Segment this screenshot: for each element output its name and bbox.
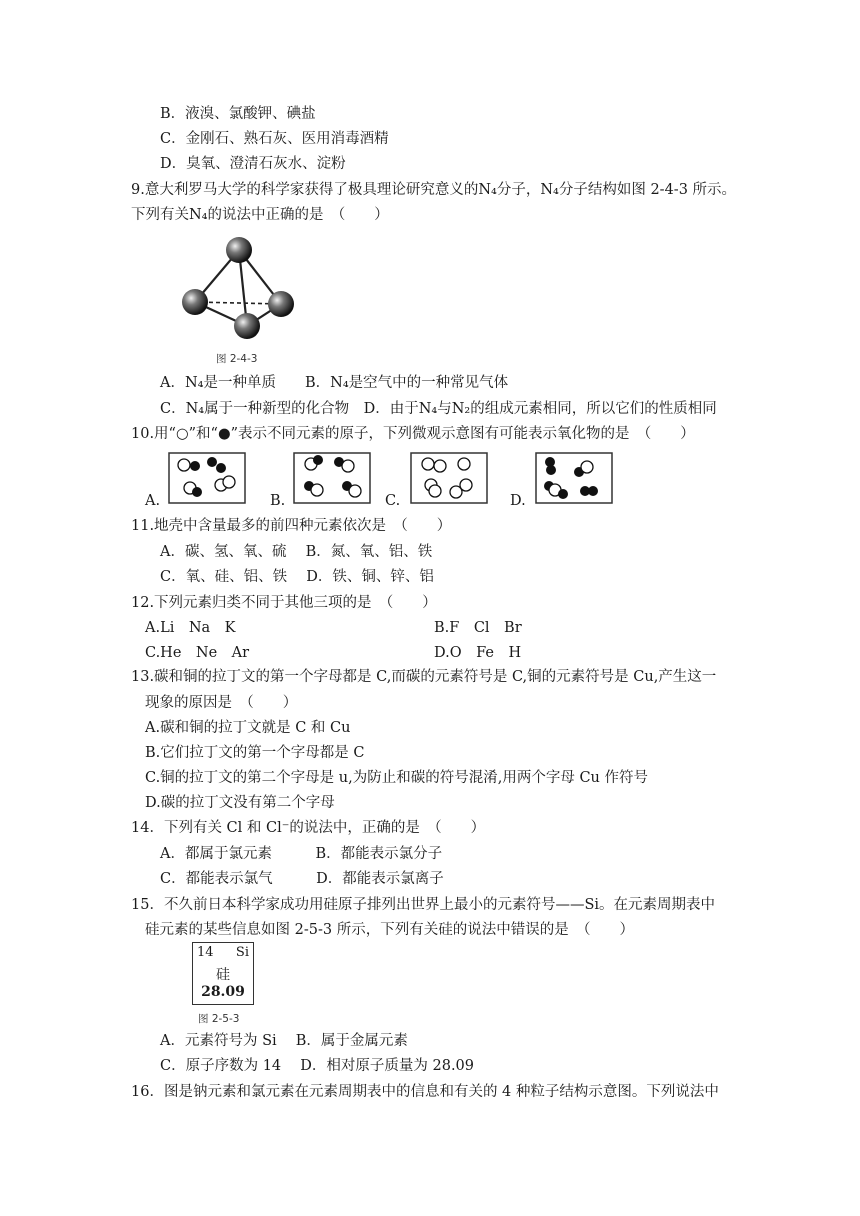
q10-stem: 10.用“○”和“●”表示不同元素的原子，下列微观示意图有可能表示氧化物的是 （ ） [131, 426, 695, 442]
q8-option-c: C．金刚石、熟石灰、医用消毒酒精 [160, 131, 389, 147]
cell-atomic-mass: 28.09 [201, 984, 245, 1000]
q9-stem-line2: 下列有关N₄的说法中正确的是 （ ） [131, 207, 389, 223]
q10-label-a: A. [145, 493, 161, 509]
q15-stem-line1: 15．不久前日本科学家成功用硅原子排列出世界上最小的元素符号——Si。在元素周期表中 [131, 897, 716, 913]
q15-stem-line2: 硅元素的某些信息如图 2-5-3 所示，下列有关硅的说法中错误的是 （ ） [145, 922, 634, 938]
q10-diagram-b [293, 452, 371, 504]
q12-stem: 12.下列元素归类不同于其他三项的是 （ ） [131, 595, 437, 611]
figure-2-4-3-caption: 图 2-4-3 [216, 353, 258, 365]
q10-diagram-a [168, 452, 246, 504]
silicon-periodic-cell [192, 942, 254, 1005]
q13-option-c: C.铜的拉丁文的第二个字母是 u,为防止和碳的符号混淆,用两个字母 Cu 作符号 [145, 770, 649, 786]
q11-stem: 11.地壳中含量最多的前四种元素依次是 （ ） [131, 518, 452, 534]
q14-options-cd: C．都能表示氯气 D．都能表示氯离子 [160, 871, 444, 887]
q13-stem-line1: 13.碳和铜的拉丁文的第一个字母都是 C,而碳的元素符号是 C,铜的元素符号是 Cu,产生这一 [131, 669, 717, 685]
q8-option-d: D．臭氧、澄清石灰水、淀粉 [160, 156, 346, 172]
q9-options-ab: A．N₄是一种单质 B．N₄是空气中的一种常见气体 [160, 375, 509, 391]
q15-options-ab: A．元素符号为 Si B．属于金属元素 [160, 1033, 408, 1049]
figure-2-5-3-caption: 图 2-5-3 [198, 1013, 240, 1025]
q8-option-b: B．液溴、氯酸钾、碘盐 [160, 106, 316, 122]
q10-label-d: D. [510, 493, 526, 509]
n4-molecule-figure [175, 230, 305, 348]
cell-element-name: 硅 [216, 967, 230, 983]
q15-options-cd: C．原子序数为 14 D．相对原子质量为 28.09 [160, 1058, 475, 1074]
q13-stem-line2: 现象的原因是 （ ） [145, 695, 298, 711]
q11-options-ab: A．碳、氢、氧、硫 B．氮、氧、铝、铁 [160, 544, 433, 560]
q13-option-a: A.碳和铜的拉丁文就是 C 和 Cu [145, 720, 351, 736]
q9-options-cd: C．N₄属于一种新型的化合物 D．由于N₄与N₂的组成元素相同，所以它们的性质相同 [160, 401, 717, 417]
cell-atomic-number: 14 [197, 945, 214, 960]
q11-options-cd: C．氧、硅、铝、铁 D．铁、铜、锌、铝 [160, 569, 434, 585]
q13-option-b: B.它们拉丁文的第一个字母都是 C [145, 745, 365, 761]
q12-option-c: C.He Ne Ar [145, 645, 250, 661]
q10-diagram-d [535, 452, 613, 504]
cell-symbol: Si [235, 945, 249, 960]
q12-option-b: B.F Cl Br [434, 620, 522, 636]
q16-stem-line1: 16．图是钠元素和氯元素在元素周期表中的信息和有关的 4 种粒子结构示意图。下列说法中 [131, 1084, 719, 1100]
q14-stem: 14．下列有关 Cl 和 Cl⁻的说法中，正确的是 （ ） [131, 820, 486, 836]
q14-options-ab: A．都属于氯元素 B．都能表示氯分子 [160, 846, 443, 862]
q10-label-b: B. [270, 493, 286, 509]
q10-diagram-c [410, 452, 488, 504]
q12-option-d: D.O Fe H [434, 645, 522, 661]
q13-option-d: D.碳的拉丁文没有第二个字母 [145, 795, 335, 811]
q9-stem-line1: 9.意大利罗马大学的科学家获得了极具理论研究意义的N₄分子，N₄分子结构如图 2-4-3 所示。 [131, 182, 737, 198]
q10-label-c: C. [385, 493, 401, 509]
q12-option-a: A.Li Na K [145, 620, 236, 636]
